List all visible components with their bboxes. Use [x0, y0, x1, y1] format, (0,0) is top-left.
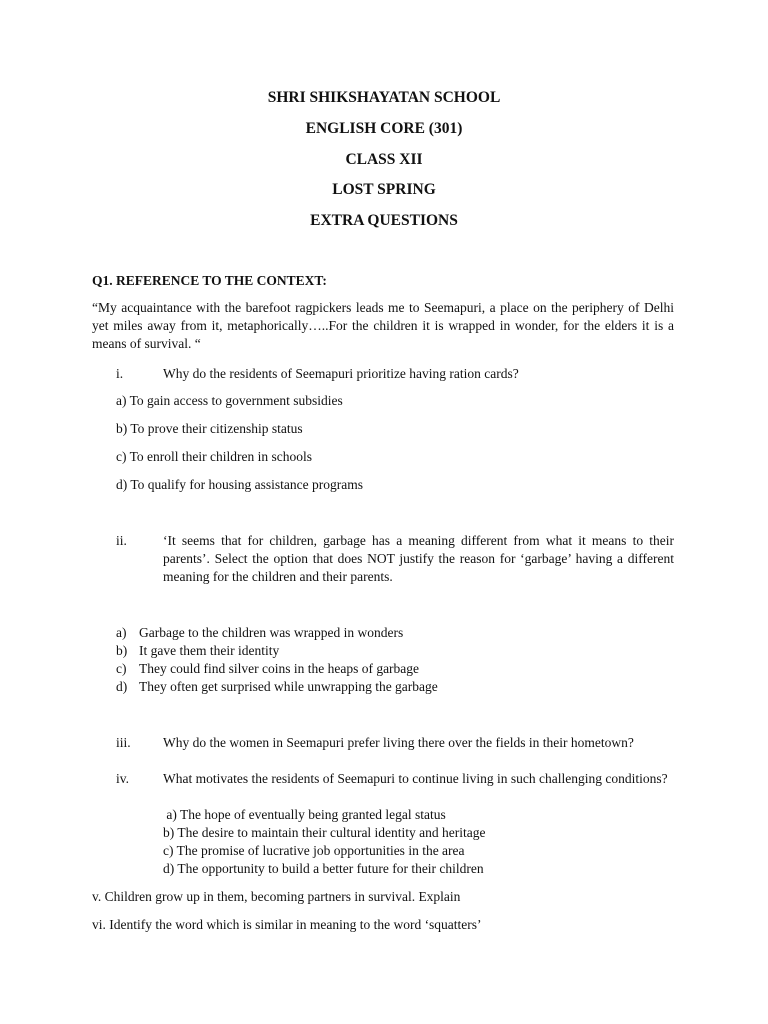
question-2-options: [116, 624, 438, 696]
subject-title: ENGLISH CORE (301): [305, 120, 463, 137]
question-1-option-c: c) To enroll their children in schools: [116, 449, 313, 464]
option-text: They could find silver coins in the heaps of garbage: [139, 661, 420, 676]
question-2-option-b: [116, 642, 438, 660]
school-name: SHRI SHIKSHAYATAN SCHOOL: [267, 89, 501, 106]
question-1-text: Why do the residents of Seemapuri prioritize having ration cards?: [163, 366, 519, 381]
document-type-title: EXTRA QUESTIONS: [310, 212, 458, 229]
question-2-option-c: [116, 660, 438, 678]
question-6-text: vi. Identify the word which is similar in meaning to the word ‘squatters’: [92, 917, 482, 932]
question-5-text: v. Children grow up in them, becoming partners in survival. Explain: [92, 889, 461, 904]
question-4-option-a: a) The hope of eventually being granted legal status: [163, 807, 446, 822]
question-4-option-d: d) The opportunity to build a better future for their children: [163, 861, 484, 876]
question-3-number: iii.: [116, 735, 131, 750]
class-title: CLASS XII: [345, 151, 423, 168]
question-1-option-d: d) To qualify for housing assistance programs: [116, 477, 364, 492]
option-label: b): [116, 643, 128, 658]
option-text: They often get surprised while unwrapping the garbage: [139, 679, 438, 694]
question-4-number: iv.: [116, 771, 129, 786]
option-text: Garbage to the children was wrapped in wonders: [139, 625, 404, 640]
option-label: c): [116, 661, 127, 676]
context-passage: “My acquaintance with the barefoot ragpickers leads me to Seemapuri, a place on the periphery of Delhi yet miles away from it, metaphorically…..For the children it is wrapped in wonder, for the elders it is a means of survival. “: [92, 300, 674, 351]
option-label: a): [116, 625, 127, 640]
question-2-option-d: [116, 678, 438, 696]
question-1-option-b: b) To prove their citizenship status: [116, 421, 303, 436]
question-2-number: ii.: [116, 533, 127, 548]
question-4-option-c: c) The promise of lucrative job opportunities in the area: [163, 843, 465, 858]
option-label: d): [116, 679, 128, 694]
question-1-option-a: a) To gain access to government subsidies: [116, 393, 343, 408]
question-3-text: Why do the women in Seemapuri prefer living there over the fields in their hometown?: [163, 735, 634, 750]
section-title: Q1. REFERENCE TO THE CONTEXT:: [92, 273, 327, 288]
question-1-number: i.: [116, 366, 124, 381]
question-4-text: What motivates the residents of Seemapuri to continue living in such challenging conditions?: [163, 771, 668, 786]
question-4-option-b: b) The desire to maintain their cultural identity and heritage: [163, 825, 486, 840]
question-2-text: ‘It seems that for children, garbage has a meaning different from what it means to their parents’. Select the option that does NOT justify the reason for ‘garbage’ having a different meaning for the children and their parents.: [163, 533, 674, 584]
chapter-title: LOST SPRING: [332, 181, 436, 198]
question-2-option-a: [116, 624, 438, 642]
option-text: It gave them their identity: [139, 643, 280, 658]
